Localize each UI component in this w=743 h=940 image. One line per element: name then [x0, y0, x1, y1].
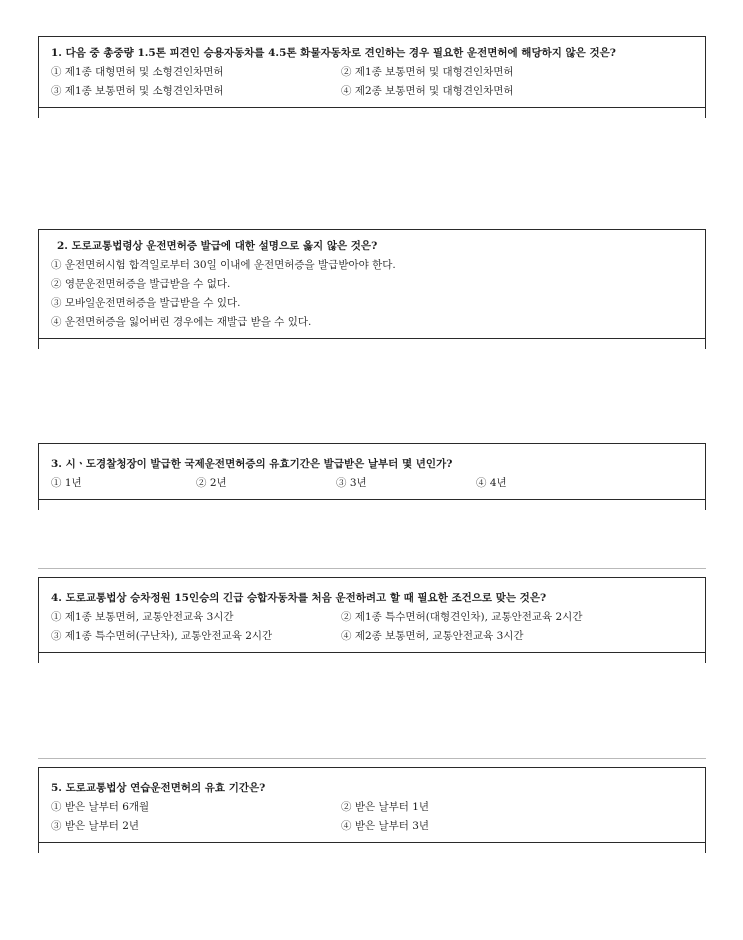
question-5-option-1[interactable]: ① 받은 날부터 6개월 [51, 801, 150, 813]
question-1-box [38, 36, 706, 118]
question-5-options-row-1 [51, 798, 695, 817]
question-2-box [38, 229, 706, 349]
question-2-options [51, 256, 695, 332]
section-divider-2 [38, 758, 706, 759]
question-2-stub [39, 339, 705, 349]
question-5-option-4[interactable]: ④ 받은 날부터 3년 [341, 820, 430, 832]
question-4-text: 4. 도로교통법상 승차정원 15인승의 긴급 승합자동차를 처음 운전하려고 할 때 필요한 조건으로 맞는 것은? [51, 592, 547, 604]
question-4-option-3[interactable]: ③ 제1종 특수면허(구난차), 교통안전교육 2시간 [51, 630, 273, 642]
question-5-box [38, 767, 706, 853]
question-5-option-2[interactable]: ② 받은 날부터 1년 [341, 801, 430, 813]
question-4-option-1[interactable]: ① 제1종 보통면허, 교통안전교육 3시간 [51, 611, 234, 623]
question-5-options-row-2 [51, 817, 695, 836]
question-4-option-4[interactable]: ④ 제2종 보통면허, 교통안전교육 3시간 [341, 630, 524, 642]
question-2-option-4[interactable]: ④ 운전면허증을 잃어버린 경우에는 재발급 받을 수 있다. [51, 316, 312, 328]
question-1-option-4[interactable]: ④ 제2종 보통면허 및 대형견인차면허 [341, 85, 514, 97]
question-2-option-2[interactable]: ② 영문운전면허증을 발급받을 수 없다. [51, 278, 231, 290]
question-4-stub [39, 653, 705, 663]
question-4-options-row-2 [51, 627, 695, 646]
question-1-stub [39, 108, 705, 118]
question-3-option-2[interactable]: ② 2년 [196, 477, 227, 489]
question-2-text: 2. 도로교통법령상 운전면허증 발급에 대한 설명으로 옳지 않은 것은? [57, 240, 378, 252]
question-3-option-3[interactable]: ③ 3년 [336, 477, 367, 489]
question-5-option-3[interactable]: ③ 받은 날부터 2년 [51, 820, 140, 832]
question-5-stub [39, 843, 705, 853]
question-3-box [38, 443, 706, 510]
question-3-option-4[interactable]: ④ 4년 [476, 477, 507, 489]
question-1-option-1[interactable]: ① 제1종 대형면허 및 소형견인차면허 [51, 66, 224, 78]
question-1-options-row-2 [51, 82, 695, 101]
question-4-option-2[interactable]: ② 제1종 특수면허(대형견인차), 교통안전교육 2시간 [341, 611, 583, 623]
question-2-option-1[interactable]: ① 운전면허시험 합격일로부터 30일 이내에 운전면허증을 발급받아야 한다. [51, 259, 396, 271]
section-divider-1 [38, 568, 706, 569]
question-3-text: 3. 시ㆍ도경찰청장이 발급한 국제운전면허증의 유효기간은 발급받은 날부터 몇 년인가? [51, 458, 453, 470]
question-3-options-row [51, 474, 695, 493]
question-1-options-row-1 [51, 63, 695, 82]
question-4-options-row-1 [51, 608, 695, 627]
question-4-box [38, 577, 706, 663]
question-1-option-2[interactable]: ② 제1종 보통면허 및 대형견인차면허 [341, 66, 514, 78]
question-2-option-3[interactable]: ③ 모바일운전면허증을 발급받을 수 있다. [51, 297, 241, 309]
question-1-option-3[interactable]: ③ 제1종 보통면허 및 소형견인차면허 [51, 85, 224, 97]
question-5-text: 5. 도로교통법상 연습운전면허의 유효 기간은? [51, 782, 266, 794]
question-3-stub [39, 500, 705, 510]
question-3-option-1[interactable]: ① 1년 [51, 477, 82, 489]
question-1-text: 1. 다음 중 총중량 1.5톤 피견인 승용자동차를 4.5톤 화물자동차로 견인하는 경우 필요한 운전면허에 해당하지 않은 것은? [51, 47, 616, 59]
